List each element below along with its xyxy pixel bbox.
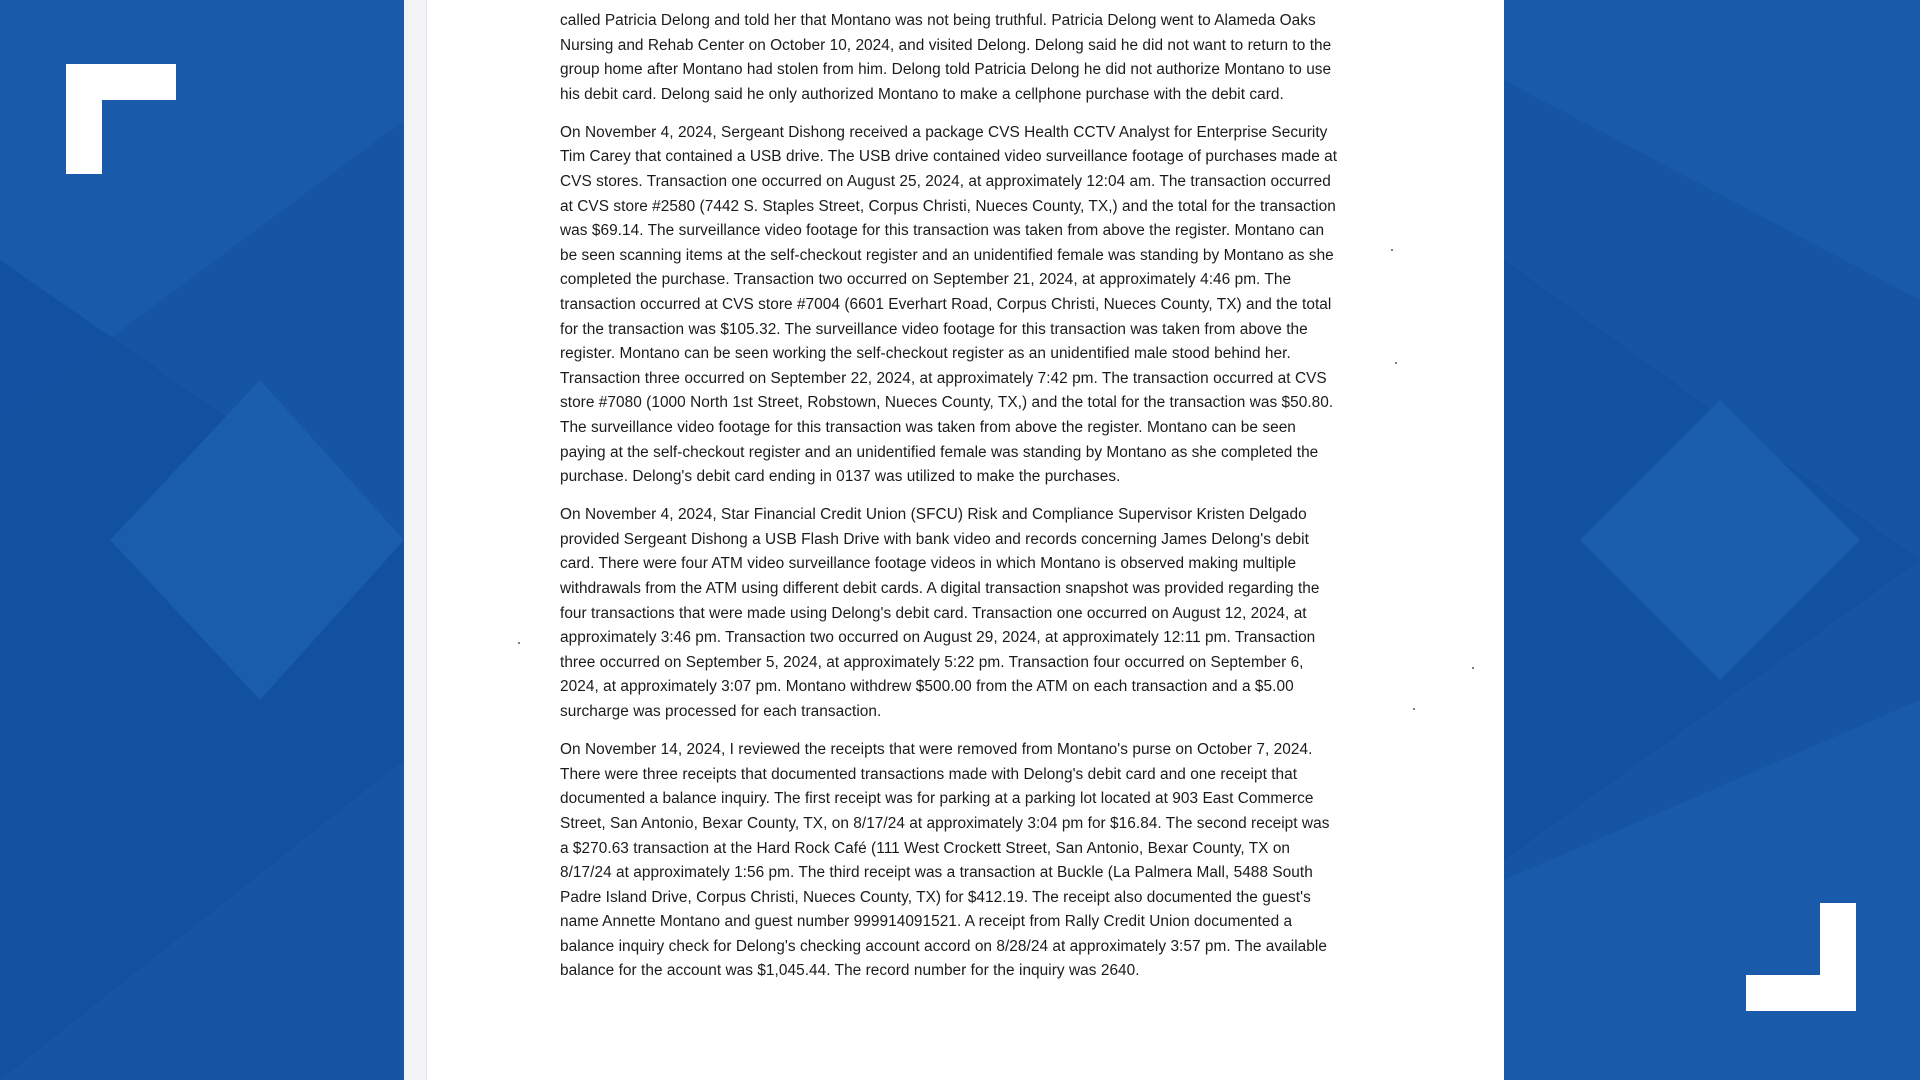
paragraph-1: called Patricia Delong and told her that Montano was not being truthful. Patricia Delong went to Alameda Oaks Nursing and Rehab Center on October 10, 2024, and visited Delong. Delong said he did not want to return to the group home after Montano had stolen from him. Delong told Patricia Delong he did not authorize Montano to use his debit card. Delong said he only authorized Montano to make a cellphone purchase with the debit card. xyxy=(560,12,1332,103)
scan-speck xyxy=(1391,249,1393,251)
corner-bracket-top-left-icon xyxy=(66,64,176,174)
scan-speck xyxy=(1413,708,1415,710)
paragraph-2: On November 4, 2024, Sergeant Dishong received a package CVS Health CCTV Analyst for Enterprise Security Tim Carey that contained a USB drive. The USB drive contained video surveillance footage of purchases made at CVS stores. Transaction one occurred on August 25, 2024, at approximately 12:04 am. The transaction occurred at CVS store #2580 (7442 S. Staples Street, Corpus Christi, Nueces County, TX,) and the total for the transaction was $69.14. The surveillance video footage for this transaction was taken from above the register. Montano can be seen scanning items at the self-checkout register and an unidentified female was standing by Montano as she completed the purchase. Transaction two occurred on September 21, 2024, at approximately 4:46 pm. The transaction occurred at CVS store #7004 (6601 Everhart Road, Corpus Christi, Nueces County, TX) and the total for the transaction was $105.32. The surveillance video footage for this transaction was taken from above the register. Montano can be seen working the self-checkout register as an unidentified male stood behind her. Transaction three occurred on September 22, 2024, at approximately 7:42 pm. The transaction occurred at CVS store #7080 (1000 North 1st Street, Robstown, Nueces County, TX,) and the total for the transaction was $50.80. The surveillance video footage for this transaction was taken from above the register. Montano can be seen paying at the self-checkout register and an unidentified female was standing by Montano as she completed the purchase. Delong's debit card ending in 0137 was utilized to make the purchases. xyxy=(560,123,1338,486)
corner-bracket-bottom-right-icon xyxy=(1746,903,1856,1011)
document-body xyxy=(560,9,1340,998)
page-edge xyxy=(404,0,427,1080)
scan-speck xyxy=(1472,667,1474,669)
paragraph-3: On November 4, 2024, Star Financial Credit Union (SFCU) Risk and Compliance Supervisor Kristen Delgado provided Sergeant Dishong a USB Flash Drive with bank video and records concerning James Delong's debit card. There were four ATM video surveillance footage videos in which Montano is observed making multiple withdrawals from the ATM using different debit cards. A digital transaction snapshot was provided regarding the four transactions that were made using Delong's debit card. Transaction one occurred on August 12, 2024, at approximately 3:46 pm. Transaction two occurred on August 29, 2024, at approximately 12:11 pm. Transaction three occurred on September 5, 2024, at approximately 5:22 pm. Transaction four occurred on September 6, 2024, at approximately 3:07 pm. Montano withdrew $500.00 from the ATM on each transaction and a $5.00 surcharge was processed for each transaction. xyxy=(560,506,1320,721)
paragraph-4: On November 14, 2024, I reviewed the receipts that were removed from Montano's purse on October 7, 2024. There were three receipts that documented transactions made with Delong's debit card and one receipt that documented a balance inquiry. The first receipt was for parking at a parking lot located at 903 East Commerce Street, San Antonio, Bexar County, TX, on 8/17/24 at approximately 3:04 pm for $16.84. The second receipt was a $270.63 transaction at the Hard Rock Café (111 West Crockett Street, San Antonio, Bexar County, TX on 8/17/24 at approximately 1:56 pm. The third receipt was a transaction at Buckle (La Palmera Mall, 5488 South Padre Island Drive, Corpus Christi, Nueces County, TX) for $412.19. The receipt also documented the guest's name Annette Montano and guest number 999914091521. A receipt from Rally Credit Union documented a balance inquiry check for Delong's checking account accord on 8/28/24 at approximately 3:57 pm. The available balance for the account was $1,045.44. The record number for the inquiry was 2640. xyxy=(560,741,1330,980)
scan-speck xyxy=(1395,362,1397,364)
scan-speck xyxy=(518,642,520,644)
